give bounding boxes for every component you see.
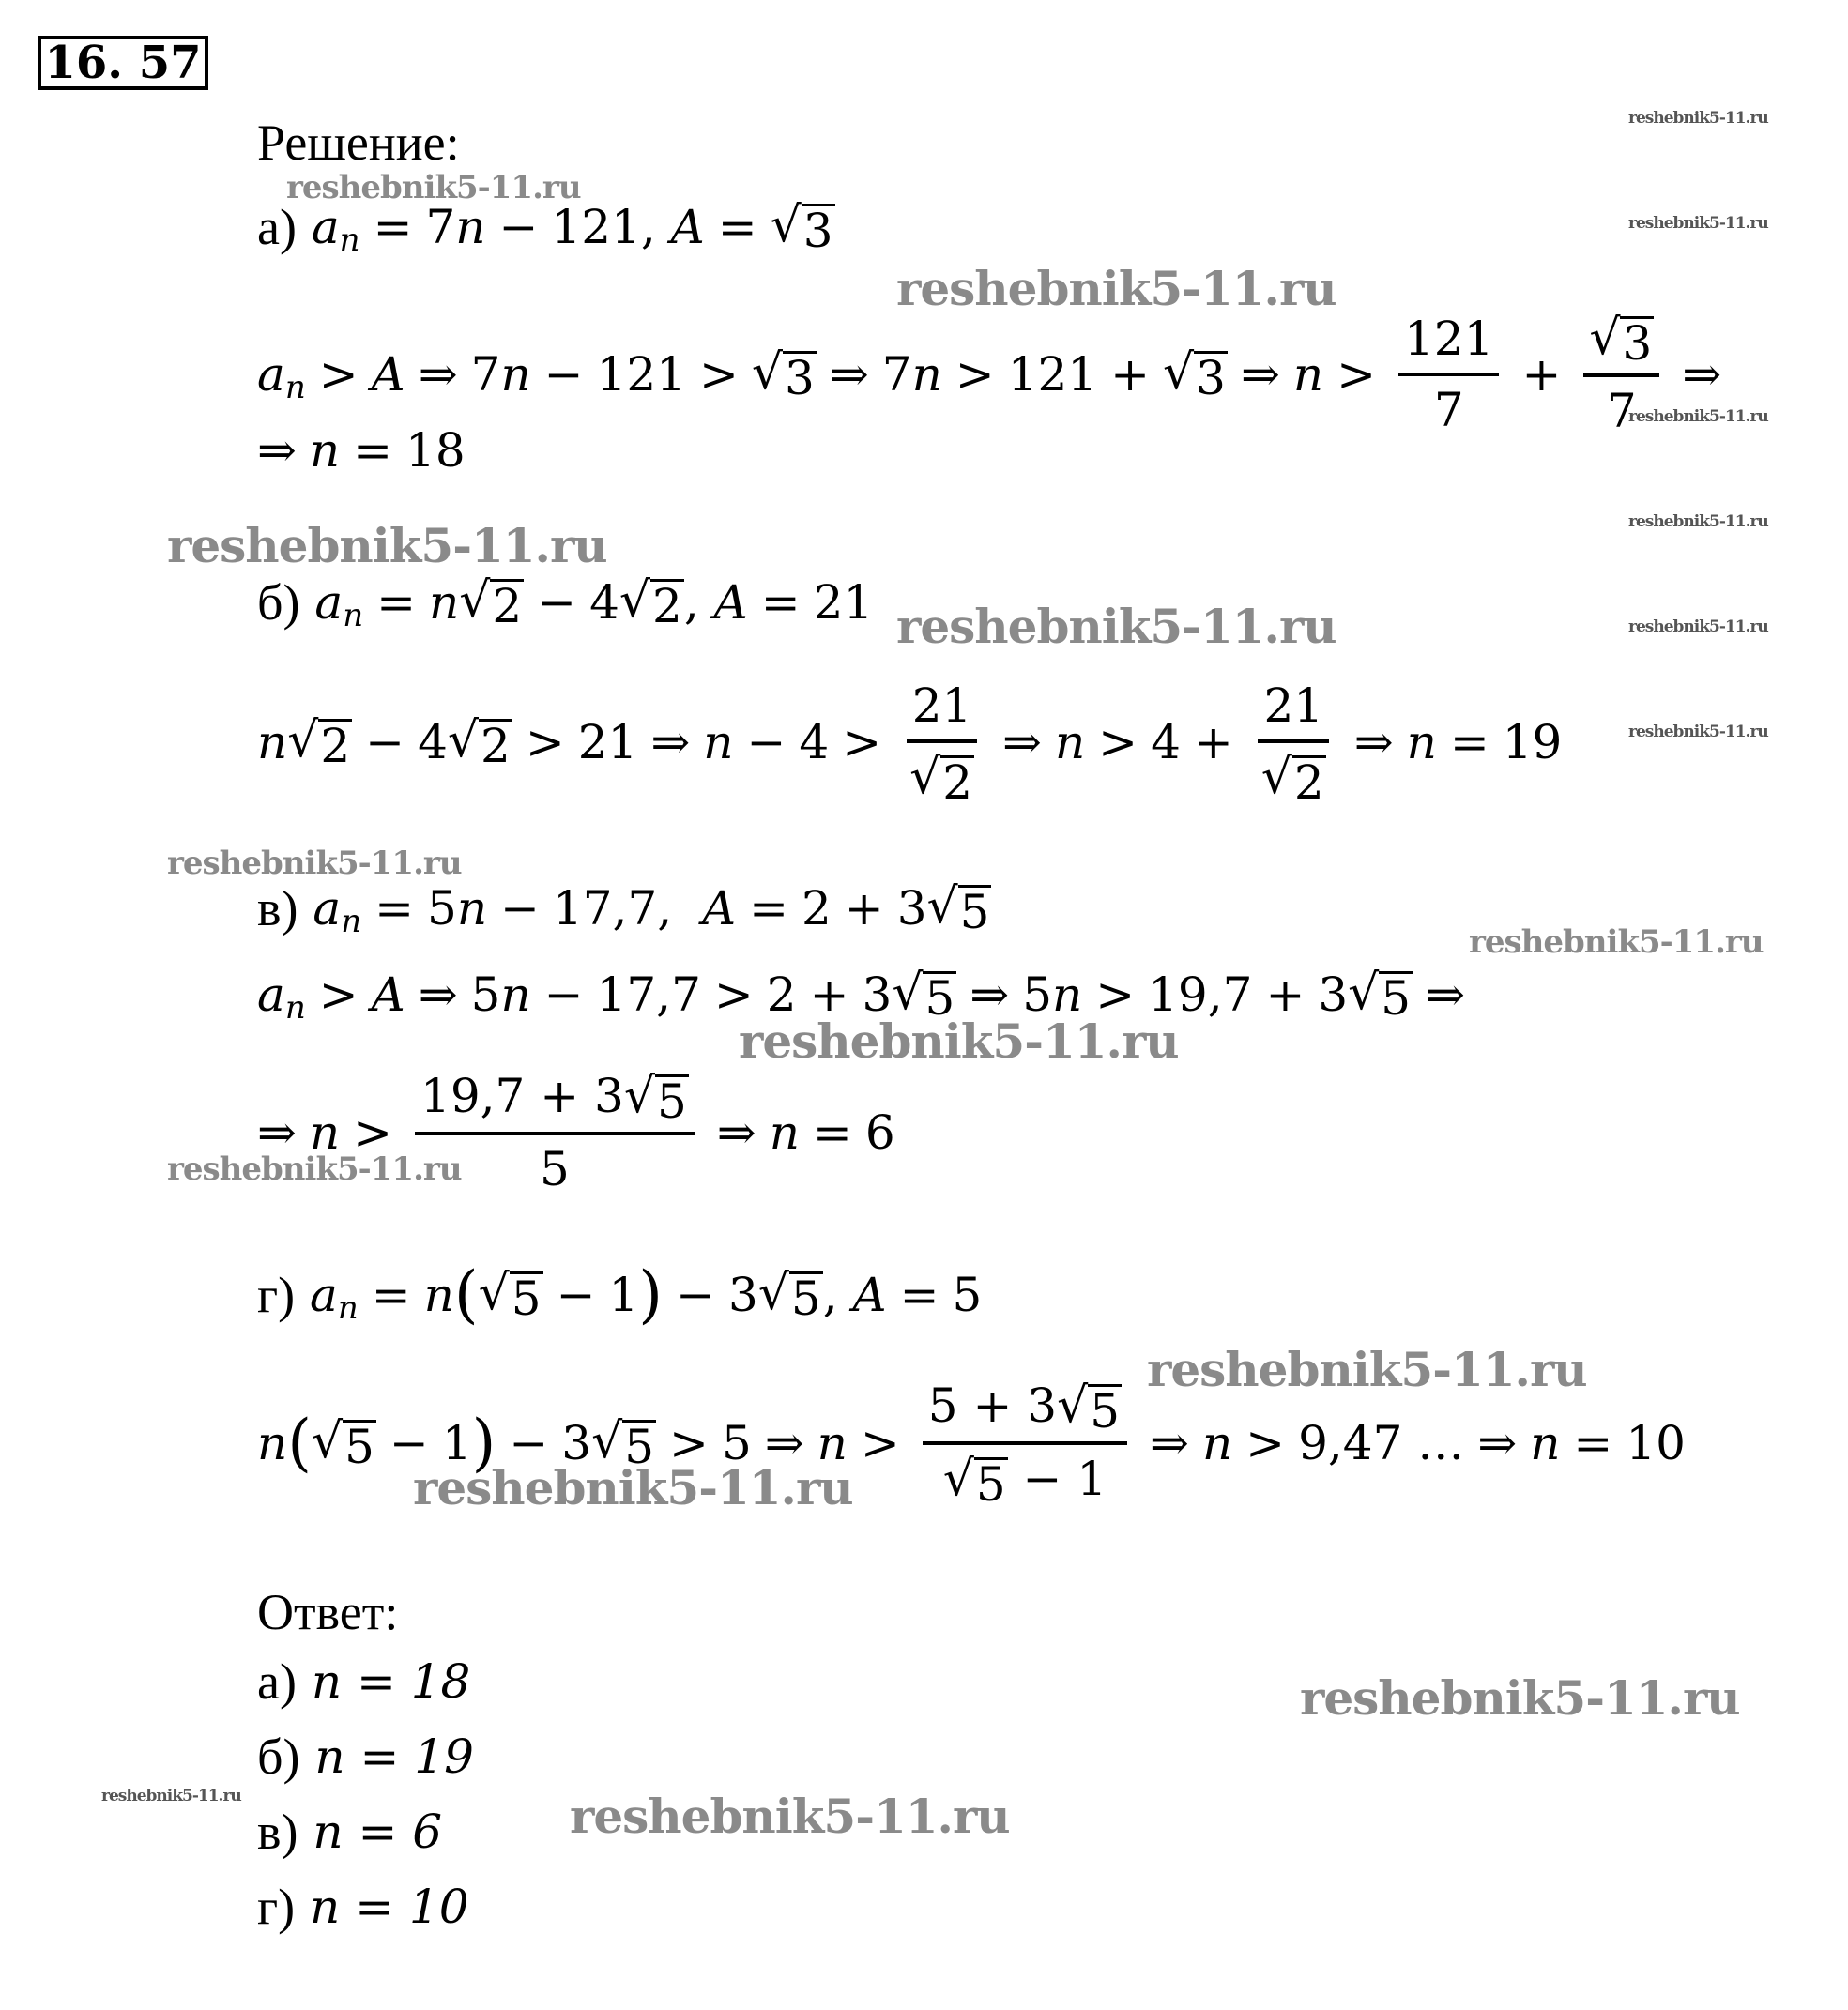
watermark: reshebnik5-11.ru	[101, 1787, 241, 1805]
watermark: reshebnik5-11.ru	[167, 1150, 462, 1188]
answer-g	[257, 1879, 469, 1935]
answer-g-value: n = 10	[310, 1880, 469, 1934]
answer-v	[257, 1804, 442, 1860]
watermark: reshebnik5-11.ru	[167, 845, 462, 882]
answer-a	[257, 1653, 470, 1710]
part-a-inequality: a n > A ⇒ 7n − 121 > √ 3 ⇒ 7n > 121 + √ 3 ⇒ n > $\frac{121}{7}$ + √ 3 7 ⇒	[257, 310, 1722, 438]
answer-b-value: n = 19	[314, 1729, 474, 1784]
part-g-inequality: n ( √ 5 − 1 ) − 3 √ 5 > 5 ⇒ n > 5 + 3 √ 5 √ 5 − 1 ⇒ n > 9,47 … ⇒ n = 10	[257, 1378, 1686, 1512]
problem-number: 16. 57	[38, 36, 208, 90]
answer-b-label: б)	[257, 1728, 300, 1785]
solution-heading	[257, 114, 460, 171]
answer-g-label: г)	[257, 1879, 296, 1935]
answer-v-value: n = 6	[313, 1804, 443, 1859]
answer-a-label: а)	[257, 1653, 297, 1710]
part-a-label: а)	[257, 199, 297, 255]
part-v-label: в)	[257, 880, 298, 936]
part-v-inequality: a n > A ⇒ 5n − 17,7 > 2 + 3 √ 5 ⇒ 5n > 19,7 + 3 √ 5 ⇒	[257, 965, 1466, 1027]
part-g-label: г)	[257, 1267, 296, 1323]
watermark: reshebnik5-11.ru	[286, 169, 581, 206]
watermark: reshebnik5-11.ru	[167, 518, 607, 573]
watermark: reshebnik5-11.ru	[1147, 1342, 1587, 1397]
watermark: reshebnik5-11.ru	[739, 1013, 1179, 1069]
watermark: reshebnik5-11.ru	[896, 261, 1336, 316]
part-v-condition: в) a n = 5n − 17,7, A = 2 + 3 √ 5	[257, 878, 990, 940]
answer-a-value: n = 18	[311, 1654, 471, 1709]
watermark: reshebnik5-11.ru	[1300, 1670, 1740, 1726]
part-g-condition: г) a n = n ( √ 5 − 1 ) − 3 √ 5 , A = 5	[257, 1258, 983, 1331]
solution-label: Решение:	[257, 114, 460, 171]
part-v-result: ⇒ n > 19,7 + 3 √ 5 5 ⇒ n = 6	[257, 1068, 895, 1196]
answer-b	[257, 1728, 474, 1785]
watermark: reshebnik5-11.ru	[1628, 407, 1768, 426]
answer-v-label: в)	[257, 1804, 298, 1860]
watermark: reshebnik5-11.ru	[413, 1460, 853, 1515]
watermark: reshebnik5-11.ru	[570, 1789, 1010, 1844]
watermark: reshebnik5-11.ru	[1628, 617, 1768, 636]
part-b-label: б)	[257, 574, 300, 631]
watermark: reshebnik5-11.ru	[896, 599, 1336, 654]
watermark: reshebnik5-11.ru	[1469, 923, 1764, 961]
watermark: reshebnik5-11.ru	[1628, 723, 1768, 741]
answer-label: Ответ:	[257, 1584, 399, 1640]
answer-heading	[257, 1584, 398, 1640]
part-a-result: ⇒ n = 18	[257, 423, 466, 478]
part-a-condition: а) a n = 7n − 121, A = √ 3	[257, 197, 833, 259]
part-b-condition: б) a n = n √ 2 − 4 √ 2 , A = 21	[257, 572, 874, 634]
watermark: reshebnik5-11.ru	[1628, 512, 1768, 531]
part-b-inequality: n √ 2 − 4 √ 2 > 21 ⇒ n − 4 > 21 √ 2 ⇒ n > 4 + 21 √ 2 ⇒ n = 19	[257, 678, 1563, 810]
watermark: reshebnik5-11.ru	[1628, 214, 1768, 233]
watermark: reshebnik5-11.ru	[1628, 109, 1768, 128]
